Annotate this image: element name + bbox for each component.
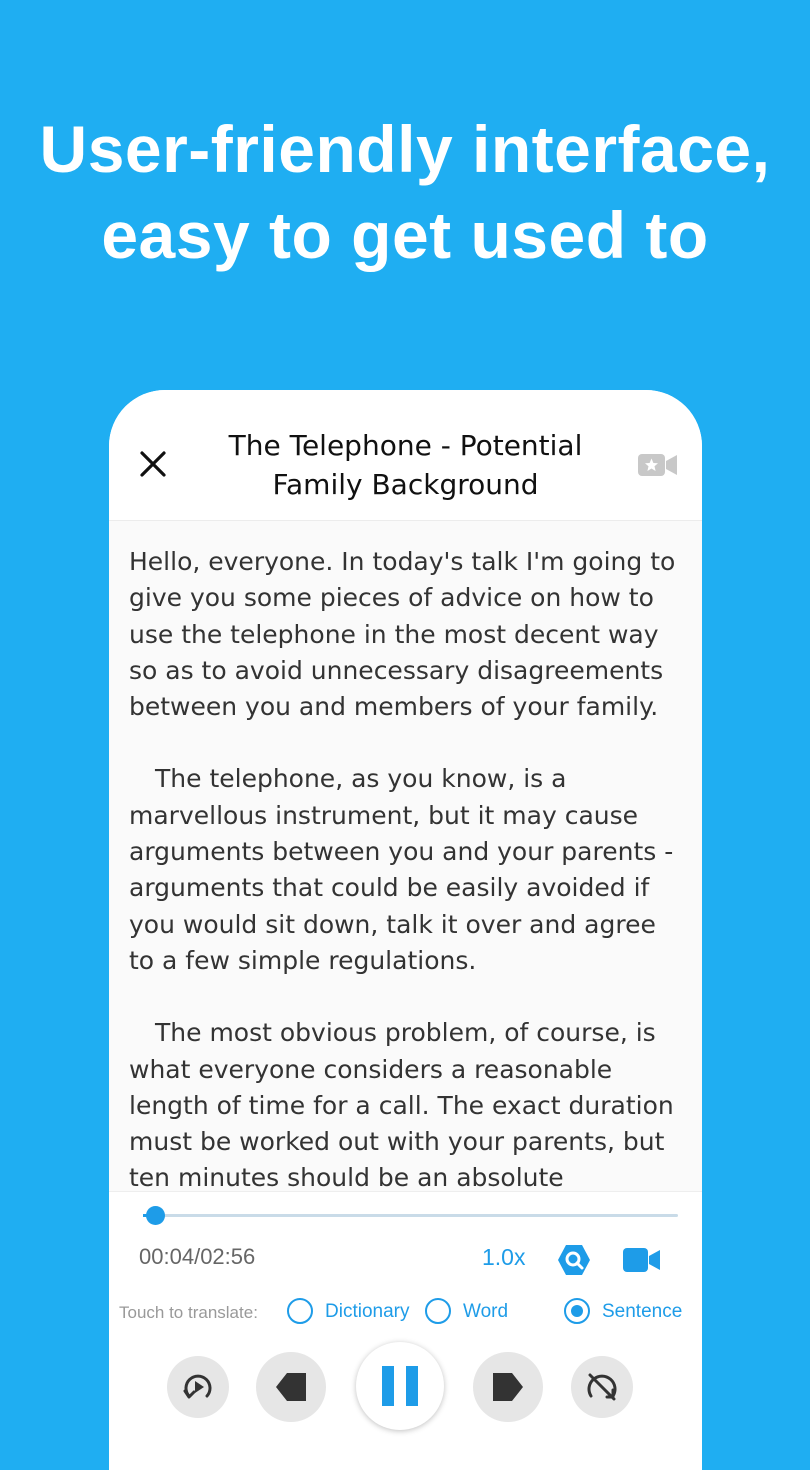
close-icon[interactable]: [137, 448, 169, 480]
next-button[interactable]: [473, 1352, 543, 1422]
radio-dictionary[interactable]: [287, 1298, 313, 1324]
translate-label: Touch to translate:: [119, 1303, 258, 1322]
option-sentence-label: Sentence: [602, 1301, 683, 1322]
article-text: [109, 521, 702, 1191]
loop-off-icon: [583, 1368, 621, 1406]
previous-icon: [273, 1369, 309, 1405]
radio-sentence[interactable]: [564, 1298, 590, 1324]
video-icon[interactable]: [623, 1247, 661, 1273]
time-current: 00:04: [139, 1244, 195, 1269]
search-icon[interactable]: [557, 1243, 591, 1277]
next-icon: [490, 1369, 526, 1405]
article-paragraph-3[interactable]: The most obvious problem, of course, is what everyone considers a reasonable length of time for a call. The exact duration must be worked out with your parents, but ten minutes should be an absolute: [129, 1018, 674, 1191]
video-star-icon[interactable]: [638, 452, 678, 478]
pause-button[interactable]: [356, 1342, 444, 1430]
option-word-label: Word: [463, 1301, 509, 1322]
phone-screen: [109, 390, 702, 1470]
loop-off-button[interactable]: [571, 1356, 633, 1418]
pause-icon: [378, 1364, 422, 1408]
headline-line-2: easy to get used to: [101, 198, 709, 272]
playback-controls: [109, 1342, 702, 1432]
page-title: The Telephone - Potential Family Background: [228, 429, 583, 501]
article-paragraph-1[interactable]: Hello, everyone. In today's talk I'm going to give you some pieces of advice on how to use the telephone in the most decent way so as to avoid unnecessary disagreements between you and members of your family.: [129, 547, 676, 722]
progress-track[interactable]: [143, 1214, 678, 1217]
speed-button[interactable]: 1.0x: [482, 1244, 526, 1270]
progress-handle[interactable]: [146, 1206, 165, 1225]
time-readout: [139, 1244, 255, 1270]
radio-word[interactable]: [425, 1298, 451, 1324]
audio-player: [109, 1191, 702, 1470]
article-paragraph-2[interactable]: The telephone, as you know, is a marvellous instrument, but it may cause arguments between you and your parents - arguments that could be easily avoided if you would sit down, talk it over and agree to a few simple regulations.: [129, 764, 674, 975]
headline: [0, 106, 810, 278]
translate-options: [109, 1298, 702, 1328]
time-total: 02:56: [200, 1244, 256, 1269]
previous-button[interactable]: [256, 1352, 326, 1422]
option-dictionary-label: Dictionary: [325, 1301, 410, 1322]
top-bar: [109, 390, 702, 521]
replay-button[interactable]: [167, 1356, 229, 1418]
time-separator: /: [194, 1244, 201, 1269]
headline-line-1: User-friendly interface,: [39, 112, 771, 186]
replay-icon: [180, 1369, 216, 1405]
